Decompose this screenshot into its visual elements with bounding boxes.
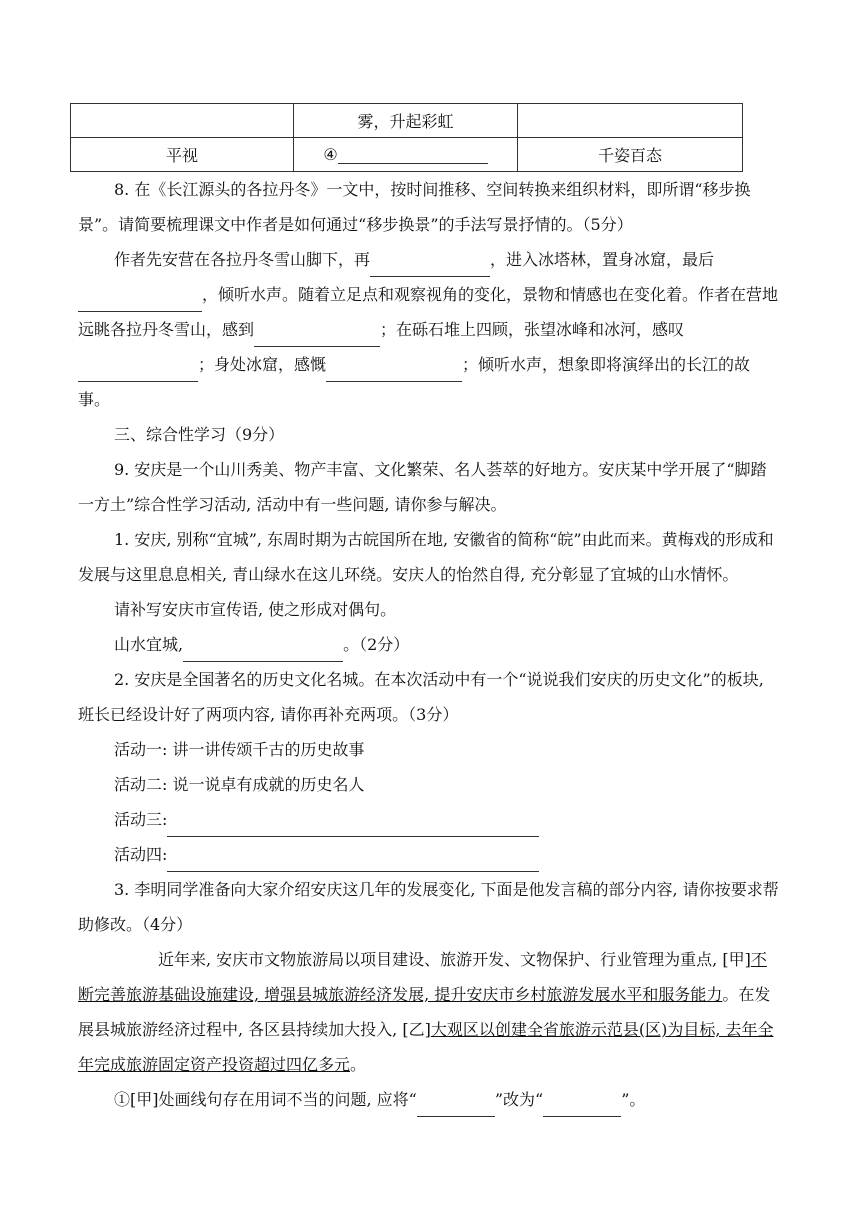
q9-sub3-passage: 近年来, 安庆市文物旅游局以项目建设、旅游开发、文物保护、行业管理为重点, [甲]不断完善旅游基础设施建设, 增强县城旅游经济发展, 提升安庆市乡村旅游发展水平和服务能力。在发展县城旅游经济过程中, 各区县持续加大投入, [乙]大观区以创建全省旅游示范县(区)为目标, 去年全年完成旅游固定资产投资超过四亿多元。 <box>78 950 774 1074</box>
q9-sub1-answer: 山水宜城, 。（2分） <box>78 627 782 662</box>
table-row <box>71 138 743 172</box>
table-cell: 雾，升起彩虹 <box>294 104 518 138</box>
table-cell <box>518 104 743 138</box>
answer-blank[interactable] <box>326 363 462 382</box>
answer-blank[interactable] <box>167 853 539 872</box>
q9-sub2-text: 2. 安庆是全国著名的历史文化名城。在本次活动中有一个“说说我们安庆的历史文化”的板块, 班长已经设计好了两项内容, 请你再补充两项。（3分） <box>78 670 764 724</box>
answer-blank[interactable] <box>167 818 539 837</box>
answer-blank[interactable] <box>254 328 380 347</box>
table-cell-blank[interactable]: ④ <box>294 138 518 172</box>
table-row <box>71 104 743 138</box>
q9-sub1-text: 1. 安庆, 别称“宜城”, 东周时期为古皖国所在地, 安徽省的简称“皖”由此而来。黄梅戏的形成和发展与这里息息相关, 青山绿水在这儿环绕。安庆人的怡然自得, 充分彰显了宜城的山水情怀。 <box>78 530 774 584</box>
answer-blank[interactable] <box>417 1098 495 1117</box>
q8-answer-paragraph: 作者先安营在各拉丹冬雪山脚下，再 ，进入冰塔林，置身冰窟，最后，倾听水声。随着立足点和观察视角的变化，景物和情感也在变化着。作者在营地远眺各拉丹冬雪山，感到 ；在砾石堆上四顾，张望冰峰和冰河，感叹；身处冰窟，感慨 ；倾听水声，想象即将演绎出的长江的故事。 <box>78 250 779 409</box>
section-title: 三、综合性学习（9分） <box>114 425 285 444</box>
answer-blank-4[interactable] <box>338 145 488 164</box>
q9-stem: 9. 安庆是一个山川秀美、物产丰富、文化繁荣、名人荟萃的好地方。安庆某中学开展了“脚踏一方土”综合性学习活动, 活动中有一些问题, 请你参与解决。 <box>78 460 767 514</box>
answer-table <box>70 103 743 172</box>
q8-stem: 8. 在《长江源头的各拉丹冬》一文中，按时间推移、空间转换来组织材料，即所谓“移步换景”。请简要梳理课文中作者是如何通过“移步换景”的手法写景抒情的。（5分） <box>78 180 751 234</box>
activity-3: 活动三: <box>78 802 782 837</box>
activity-2: 活动二: 说一说卓有成就的历史名人 <box>114 775 365 794</box>
table-cell: 平视 <box>71 138 294 172</box>
activity-4: 活动四: <box>78 837 782 872</box>
q9-sub3-text: 3. 李明同学准备向大家介绍安庆这几年的发展变化, 下面是他发言稿的部分内容, 请你按要求帮助修改。（4分） <box>78 880 779 934</box>
answer-blank[interactable] <box>78 293 202 312</box>
activity-1: 活动一: 讲一讲传颂千古的历史故事 <box>114 740 365 759</box>
q9-sub1-ask: 请补写安庆市宣传语, 使之形成对偶句。 <box>114 600 397 619</box>
answer-blank[interactable] <box>183 643 343 662</box>
q9-sub3-question-1: ①[甲]处画线句存在用词不当的问题, 应将“ ”改为“ ”。 <box>78 1082 782 1117</box>
answer-blank[interactable] <box>78 363 198 382</box>
table-cell <box>71 104 294 138</box>
answer-blank[interactable] <box>370 258 490 277</box>
question-content <box>78 172 782 1117</box>
table-cell: 千姿百态 <box>518 138 743 172</box>
answer-blank[interactable] <box>543 1098 621 1117</box>
